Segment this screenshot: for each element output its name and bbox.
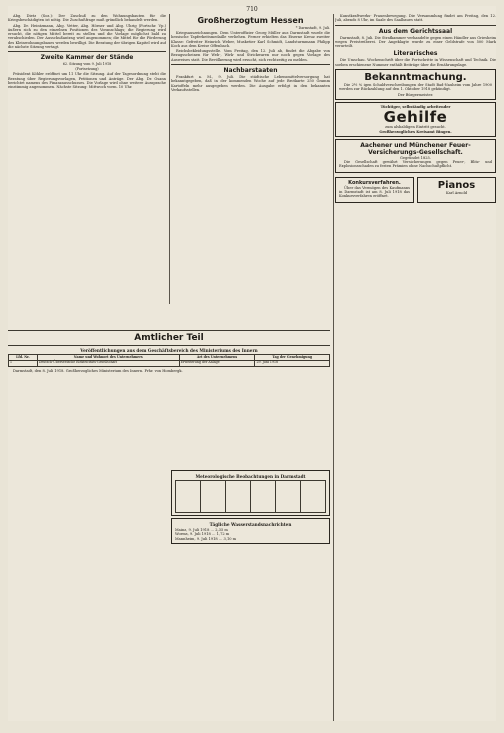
headline-hessen: Großherzogtum Hessen: [197, 16, 304, 25]
reichsbekleidungsstelle-paragraph: Reichsbekleidungsstelle. Vom Freitag, den 12. Juli ab, findet die Abgabe von Bezugsscheinen für Web-, Wirk- und Strickwaren nur noch gegen Vorlage des Ausweises statt. Die Bevölkerung wird ersucht, sich rechtzeitig zu melden.: [171, 49, 330, 62]
pianos-ad: [417, 177, 496, 203]
column-right: [335, 14, 496, 721]
session-line: 62. Sitzung vom 9. Juli 1918: [62, 62, 112, 67]
bekanntmachung-title: Bekanntmachung.: [364, 72, 467, 84]
gericht-headline: Aus dem Gerichtssaal: [378, 27, 453, 35]
gehilfe-intro: Tüchtiger, selbständig arbeitender: [380, 104, 451, 109]
water-title: Tägliche Wasserstandsnachrichten: [209, 522, 292, 527]
table-header-cell: Lfd. Nr.: [9, 355, 38, 361]
gericht-paragraph: Darmstadt, 8. Juli. Die Strafkammer verhandelte gegen einen Händler aus Griesheim wegen Preistreiberei. Der Angeklagte wurde zu einer Geldstrafe von 500 Mark verurteilt.: [335, 35, 496, 49]
konkurs-title: Konkursverfahren.: [348, 179, 401, 186]
versicherung-ad: [335, 139, 496, 173]
gehilfe-title: Gehilfe: [383, 108, 448, 127]
pianos-title: Pianos: [437, 179, 476, 191]
kriegsauszeichnungen-paragraph: Kriegsauszeichnungen. Dem Unteroffizier Georg Müller aus Darmstadt wurde die hessische Tapferkeitsmedaille verliehen. Ferner erhielten das Eiserne Kreuz zweiter Klasse: Gefreiter Heinrich Weber, Musketier Karl Schmidt, Landsturmmann Philipp Koch aus dem Kreise Offenbach.: [171, 31, 330, 48]
ministry-headline: Veröffentlichungen aus dem Geschäftsbereich des Ministeriums des Innern: [80, 348, 258, 353]
versicherung-title: Aachener und Münchener Feuer-Versicherungs-Gesellschaft.: [360, 141, 471, 156]
bekanntmachung-signature: Der Bürgermeister.: [397, 92, 434, 97]
water-row: Mainz, 9. Juli 1918 … 2,35 m: [175, 528, 228, 532]
konkurs-text: Über das Vermögen des Kaufmanns in Darmstadt ist am 8. Juli 1918 das Konkursverfahren eröffnet.: [339, 185, 410, 199]
genehmigung-table: [8, 354, 330, 367]
table-header-cell: Name und Wohnort des Unternehmers: [37, 355, 179, 361]
literarisches-headline: Literarisches: [393, 50, 438, 58]
column-middle: [171, 14, 330, 304]
gehilfe-signature: Großherzogliches Kreisamt Bingen.: [379, 129, 452, 134]
headline-zweite-kammer: Zweite Kammer der Stände: [40, 54, 134, 62]
bekanntmachung-text: Die 2½ % igen Schuldverschreibungen der Stadt Bad-Nauheim vom Jahre 1900 werden zur Rückzahlung auf den 1. Oktober 1918 gekündigt.: [339, 83, 492, 92]
session-continuation: (Fortsetzung): [75, 67, 99, 72]
official-section: [8, 328, 330, 721]
session-paragraph: Präsident Köhler eröffnet um 11 Uhr die Sitzung. Auf der Tagesordnung steht die Beratung über Regierungsvorlagen, Petitionen und Anträge. Der Abg. Dr. Osann berichtet namens des Finanzausschusses. Die Vorlage wird ohne weitere Aussprache einstimmig angenommen. Nächste Sitzung: Mittwoch vorm. 10 Uhr.: [8, 72, 166, 90]
gehilfe-ad: [335, 102, 496, 137]
official-headline: Amtlicher Teil: [134, 333, 204, 343]
headline-nachbarstaaten: Nachbarstaaten: [223, 67, 278, 75]
table-header-cell: Art des Unternehmens: [179, 355, 255, 361]
page-number: 710: [246, 6, 258, 13]
table-row: 1 Deutsch-Überseeische Elektricitäts-Gesellschaft Erweiterung der Anlage 29. Juni 1918: [9, 360, 330, 366]
ministry-signature: Darmstadt, den 8. Juli 1918. Großherzogliches Ministerium des Innern. Frhr. von Hombergk.: [13, 368, 183, 373]
konkurs-notice: [335, 177, 414, 203]
meteo-title: Meteorologische Beobachtungen in Darmstadt: [195, 474, 306, 479]
body-paragraph: Abg. Dr. Heintzmann, Abg. Vetter, Abg. Hörner und Abg. Uhrig (Fortschr. Vp.) äußern sich zu den einzelnen Positionen des Voranschlags; die Regierung wird ersucht, die nötigen Mittel bereit zu stellen und die Vorlage möglichst bald zu verabschieden. Der Ausschußantrag wird angenommen; die Mittel für die Förderung des Kleinwohnungsbaues werden bewilligt. Die Beratung der übrigen Kapitel wird auf die nächste Sitzung vertagt.: [8, 23, 166, 50]
gehilfe-text: zum alsbaldigen Eintritt gesucht.: [385, 125, 446, 130]
meteo-table: [175, 480, 326, 513]
weather-and-water: [171, 468, 330, 546]
literarisches-paragraph: Die Umschau. Wochenschrift über die Fortschritte in Wissenschaft und Technik. Die soeben erschienene Nummer enthält Beiträge über die Ernährungslage.: [335, 58, 496, 67]
dateline: * Darmstadt, 9. Juli.: [295, 26, 330, 30]
water-row: Mannheim, 9. Juli 1918 … 3,10 m: [175, 536, 237, 541]
opening-paragraph: Abg. Dietz (Soz.): Der Zuschuß zu den Wohnungsbauten für die Kriegsbeschädigten ist nötig. Die Zuschußfrage muß gründlich behandelt werden.: [8, 14, 166, 23]
table-header-cell: Tag der Genehmigung: [255, 355, 330, 361]
newspaper-page: [8, 6, 496, 721]
versicherung-subtitle: Gegründet 1825.: [400, 155, 431, 160]
frankfurt-paragraph: Frankfurt a. M., 9. Juli. Die städtische Lebensmittelversorgung hat bekanntgegeben, daß in der kommenden Woche auf jede Brotkarte 250 Gramm Kartoffeln mehr ausgegeben werden. Die Ausgabe erfolgt in den bekannten Verkaufsstellen.: [171, 75, 330, 92]
bekanntmachung-ad: [335, 69, 496, 100]
water-row: Worms, 9. Juli 1918 … 1,72 m: [175, 532, 230, 537]
pianos-maker: Karl Arnold: [445, 190, 468, 195]
versicherung-text: Die Gesellschaft gewährt Versicherungen gegen Feuer-, Blitz- und Explosionsschaden zu festen Prämien ohne Nachschußpflicht.: [339, 160, 492, 169]
notice-paragraph: Kunstkraftwerks- Frauenbewegung. Die Versammlung findet am Freitag, den 12. Juli, abends 8 Uhr, im Saale des Saalbaues statt.: [335, 14, 496, 23]
